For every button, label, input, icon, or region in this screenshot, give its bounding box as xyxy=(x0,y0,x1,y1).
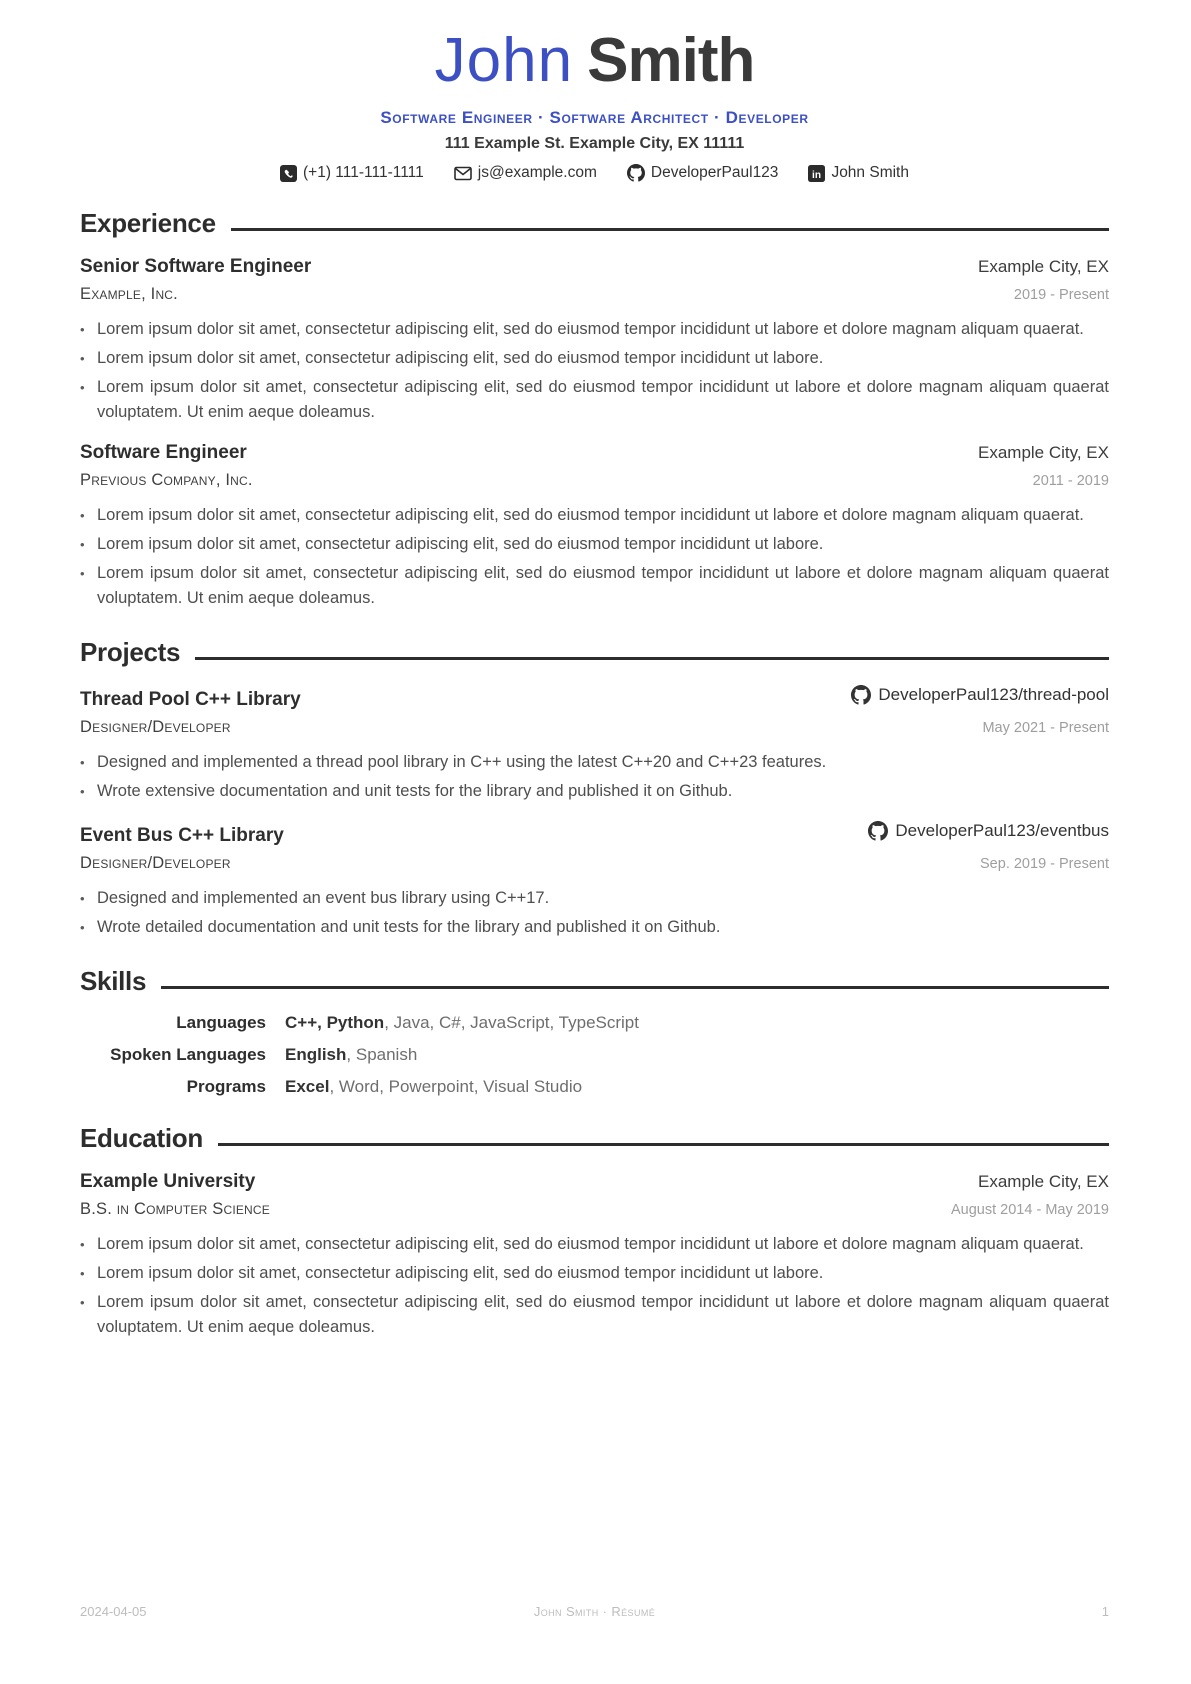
bullet-icon: • xyxy=(80,1266,85,1281)
project-entry xyxy=(80,821,1109,940)
repo-name: DeveloperPaul123/eventbus xyxy=(895,821,1109,840)
section-rule xyxy=(161,986,1109,989)
job-location: Example City, EX xyxy=(977,257,1109,276)
school-name: Example University xyxy=(80,1171,256,1192)
page-number: 1 xyxy=(1101,1604,1109,1619)
skill-category: Spoken Languages xyxy=(110,1045,266,1064)
list-item: • Wrote detailed documentation and unit tests for the library and published it on Github. xyxy=(80,915,1109,940)
bullet-icon: • xyxy=(80,1237,85,1252)
phone-link[interactable] xyxy=(280,164,424,182)
job-dates: 2019 - Present xyxy=(1013,287,1109,303)
degree-name: B.S. in Computer Science xyxy=(80,1200,270,1218)
section-title-education: Education xyxy=(80,1123,203,1153)
list-item: • Designed and implemented a thread pool library in C++ using the latest C++20 and C++23 features. xyxy=(80,750,1109,775)
job-location: Example City, EX xyxy=(977,443,1109,462)
repo-link[interactable] xyxy=(851,685,1109,705)
github-link[interactable] xyxy=(627,164,779,182)
project-title: Event Bus C++ Library xyxy=(80,825,284,846)
section-title-projects: Projects xyxy=(80,637,181,667)
first-name: John xyxy=(434,26,574,95)
list-item: • Lorem ipsum dolor sit amet, consectetur adipiscing elit, sed do eiusmod tempor incididunt ut labore et dolore magnam aliquam quaerat. xyxy=(80,503,1109,528)
bullet-icon: • xyxy=(80,891,85,906)
section-rule xyxy=(231,228,1109,231)
section-experience xyxy=(80,208,1109,239)
section-rule xyxy=(218,1143,1109,1146)
skill-category: Programs xyxy=(186,1077,266,1096)
page-title xyxy=(80,26,1109,95)
address: 111 Example St. Example City, EX 11111 xyxy=(444,135,745,152)
github-username: DeveloperPaul123 xyxy=(650,164,779,181)
list-item: • Lorem ipsum dolor sit amet, consectetur adipiscing elit, sed do eiusmod tempor incididunt ut labore et dolore magnam aliquam quaerat. xyxy=(80,1232,1109,1257)
bullet-icon: • xyxy=(80,784,85,799)
github-icon xyxy=(627,164,645,182)
section-rule xyxy=(195,657,1109,660)
list-item: • Lorem ipsum dolor sit amet, consectetur adipiscing elit, sed do eiusmod tempor incididunt ut labore et dolore magnam aliquam quaerat voluptatem. Ut enim aeque doleamus. xyxy=(80,1290,1109,1340)
education-dates: August 2014 - May 2019 xyxy=(951,1202,1109,1218)
project-role: Designer/Developer xyxy=(80,854,231,872)
list-item: • Designed and implemented an event bus library using C++17. xyxy=(80,886,1109,911)
footer-date: 2024-04-05 xyxy=(80,1604,147,1619)
section-title-skills: Skills xyxy=(80,966,147,996)
table-row xyxy=(80,1045,1109,1065)
linkedin-link[interactable] xyxy=(808,164,909,182)
list-item: • Lorem ipsum dolor sit amet, consectetur adipiscing elit, sed do eiusmod tempor incididunt ut labore. xyxy=(80,1261,1109,1286)
email-link[interactable] xyxy=(454,164,597,182)
section-education xyxy=(80,1123,1109,1154)
contact-row xyxy=(80,164,1109,182)
job-title: Senior Software Engineer xyxy=(80,256,312,277)
skills-table xyxy=(80,1013,1109,1097)
footer-title: John Smith · Résumé xyxy=(533,1604,656,1619)
svg-text:in: in xyxy=(812,169,822,181)
experience-entry xyxy=(80,442,1109,611)
skill-values: C++, Python, Java, C#, JavaScript, TypeScript xyxy=(285,1013,639,1032)
table-row xyxy=(80,1013,1109,1033)
repo-name: DeveloperPaul123/thread-pool xyxy=(878,685,1109,704)
job-dates: 2011 - 2019 xyxy=(1032,473,1109,489)
list-item: • Lorem ipsum dolor sit amet, consectetur adipiscing elit, sed do eiusmod tempor incididunt ut labore. xyxy=(80,346,1109,371)
list-item: • Lorem ipsum dolor sit amet, consectetur adipiscing elit, sed do eiusmod tempor incididunt ut labore et dolore magnam aliquam quaerat voluptatem. Ut enim aeque doleamus. xyxy=(80,561,1109,611)
tagline: Software Engineer · Software Architect · Developer xyxy=(380,108,809,127)
phone-number: (+1) 111-111-1111 xyxy=(303,164,424,181)
linkedin-icon xyxy=(808,165,825,182)
bullet-icon: • xyxy=(80,755,85,770)
github-icon xyxy=(851,685,871,705)
section-projects xyxy=(80,637,1109,668)
section-title-experience: Experience xyxy=(80,208,216,238)
job-title: Software Engineer xyxy=(80,442,247,463)
project-title: Thread Pool C++ Library xyxy=(80,689,301,710)
bullet-icon: • xyxy=(80,1295,85,1310)
email-icon xyxy=(454,166,472,181)
bullet-icon: • xyxy=(80,351,85,366)
project-entry xyxy=(80,685,1109,804)
company-name: Example, Inc. xyxy=(80,285,178,303)
bullet-icon: • xyxy=(80,537,85,552)
list-item: • Lorem ipsum dolor sit amet, consectetur adipiscing elit, sed do eiusmod tempor incididunt ut labore et dolore magnam aliquam quaerat. xyxy=(80,317,1109,342)
experience-entry xyxy=(80,256,1109,425)
skill-values: Excel, Word, Powerpoint, Visual Studio xyxy=(285,1077,583,1096)
list-item: • Lorem ipsum dolor sit amet, consectetur adipiscing elit, sed do eiusmod tempor incididunt ut labore et dolore magnam aliquam quaerat voluptatem. Ut enim aeque doleamus. xyxy=(80,375,1109,425)
phone-icon xyxy=(280,165,297,182)
bullet-icon: • xyxy=(80,566,85,581)
email-address: js@example.com xyxy=(477,164,597,181)
list-item: • Wrote extensive documentation and unit tests for the library and published it on Github. xyxy=(80,779,1109,804)
skill-category: Languages xyxy=(176,1013,266,1032)
bullet-icon: • xyxy=(80,508,85,523)
company-name: Previous Company, Inc. xyxy=(80,471,253,489)
bullet-icon: • xyxy=(80,322,85,337)
project-role: Designer/Developer xyxy=(80,718,231,736)
repo-link[interactable] xyxy=(868,821,1109,841)
section-skills xyxy=(80,966,1109,997)
linkedin-name: John Smith xyxy=(831,164,909,181)
last-name: Smith xyxy=(587,26,755,95)
project-dates: Sep. 2019 - Present xyxy=(980,856,1109,872)
bullet-icon: • xyxy=(80,920,85,935)
list-item: • Lorem ipsum dolor sit amet, consectetur adipiscing elit, sed do eiusmod tempor incididunt ut labore. xyxy=(80,532,1109,557)
education-entry xyxy=(80,1171,1109,1340)
school-location: Example City, EX xyxy=(977,1172,1109,1191)
table-row xyxy=(80,1077,1109,1097)
bullet-icon: • xyxy=(80,380,85,395)
resume-page xyxy=(80,0,1109,1344)
github-icon xyxy=(868,821,888,841)
skill-values: English, Spanish xyxy=(285,1045,418,1064)
project-dates: May 2021 - Present xyxy=(982,720,1109,736)
